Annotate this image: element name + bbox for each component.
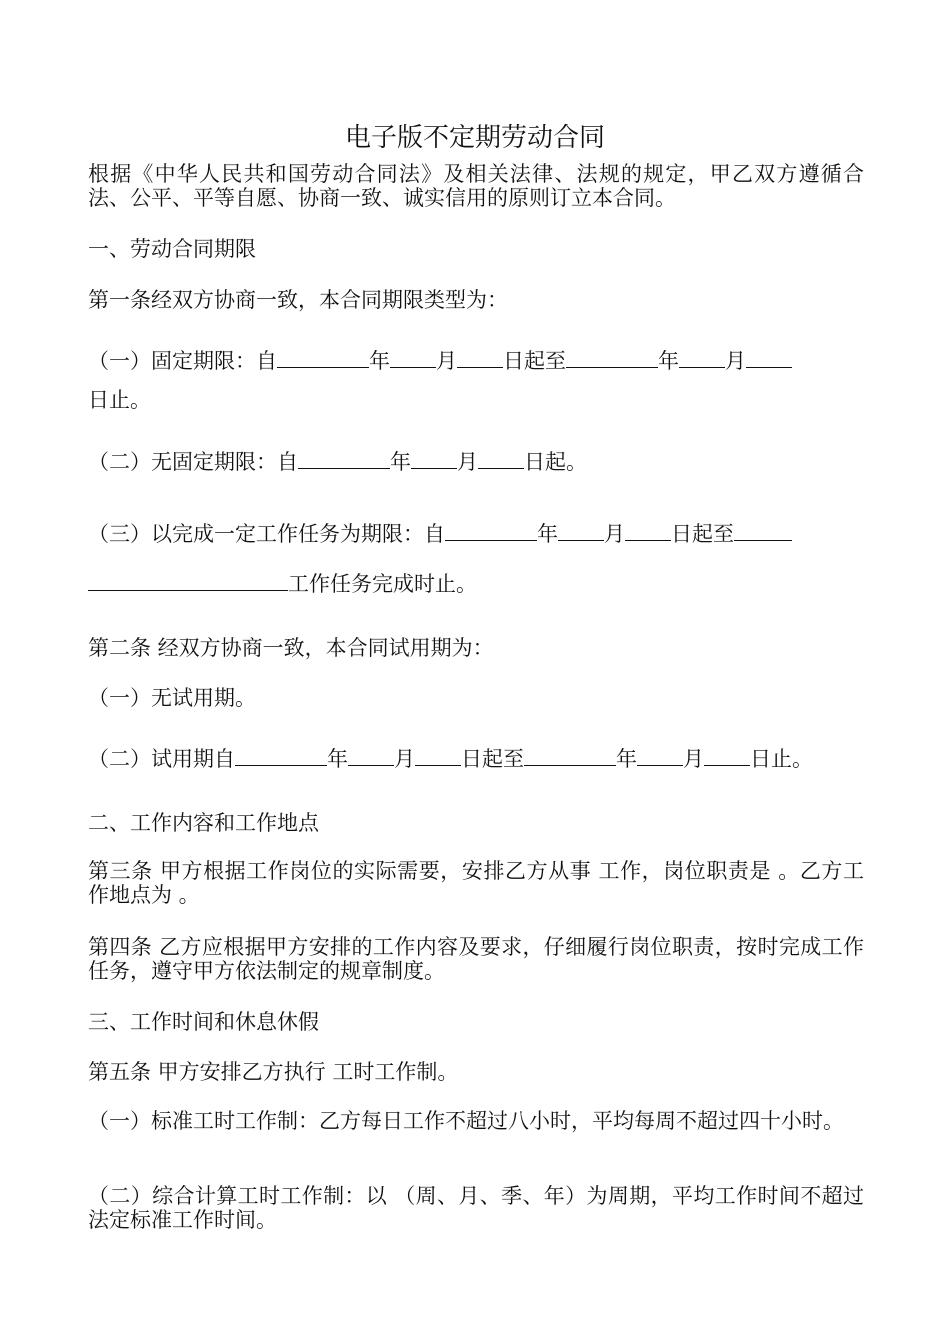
task-term-end: [88, 572, 864, 596]
blank-field[interactable]: [445, 522, 537, 541]
from-to-label: 日起至: [461, 747, 524, 771]
section-3-heading: 三、工作时间和休息休假: [88, 1010, 319, 1034]
year-label: 年: [616, 747, 637, 771]
month-label: 月: [436, 349, 457, 373]
fixed-term-label: （一）固定期限：自: [88, 349, 277, 373]
blank-field[interactable]: [746, 349, 792, 368]
task-term-label: （三）以完成一定工作任务为期限：自: [88, 522, 445, 546]
open-term-label: （二）无固定期限：自: [88, 450, 298, 474]
blank-field[interactable]: [411, 450, 457, 469]
blank-field[interactable]: [734, 522, 792, 541]
blank-field[interactable]: [298, 450, 390, 469]
blank-field[interactable]: [478, 450, 524, 469]
year-label: 年: [390, 450, 411, 474]
fixed-term-end: 日止。: [88, 388, 151, 412]
from-to-label: 日起至: [503, 349, 566, 373]
blank-field[interactable]: [558, 522, 604, 541]
day-label: 日起。: [524, 450, 587, 474]
blank-field[interactable]: [277, 349, 369, 368]
month-label: 月: [725, 349, 746, 373]
blank-field[interactable]: [679, 349, 725, 368]
article-3: 第三条 甲方根据工作岗位的实际需要，安排乙方从事 工作，岗位职责是 。乙方工作地点为 。: [88, 859, 864, 907]
intro-paragraph: 根据《中华人民共和国劳动合同法》及相关法律、法规的规定，甲乙双方遵循合法、公平、平等自愿、协商一致、诚实信用的原则订立本合同。: [88, 162, 864, 210]
month-label: 月: [394, 747, 415, 771]
blank-field[interactable]: [390, 349, 436, 368]
blank-field[interactable]: [704, 747, 750, 766]
blank-field[interactable]: [235, 747, 327, 766]
blank-field[interactable]: [348, 747, 394, 766]
article-2: 第二条 经双方协商一致，本合同试用期为：: [88, 636, 494, 660]
section-2-heading: 二、工作内容和工作地点: [88, 811, 319, 835]
probation-clause: [88, 747, 864, 771]
blank-field[interactable]: [415, 747, 461, 766]
from-to-label: 日起至: [671, 522, 734, 546]
blank-field[interactable]: [88, 572, 288, 591]
year-label: 年: [537, 522, 558, 546]
month-label: 月: [683, 747, 704, 771]
year-label: 年: [369, 349, 390, 373]
no-probation: （一）无试用期。: [88, 686, 256, 710]
blank-field[interactable]: [566, 349, 658, 368]
article-1: 第一条经双方协商一致，本合同期限类型为：: [88, 288, 508, 312]
month-label: 月: [604, 522, 625, 546]
year-label: 年: [327, 747, 348, 771]
document-title: 电子版不定期劳动合同: [344, 123, 605, 153]
article-4: 第四条 乙方应根据甲方安排的工作内容及要求，仔细履行岗位职责，按时完成工作任务，遵守甲方依法制定的规章制度。: [88, 935, 864, 983]
article-5: 第五条 甲方安排乙方执行 工时工作制。: [88, 1060, 459, 1084]
task-complete-label: 工作任务完成时止。: [288, 572, 477, 596]
probation-label: （二）试用期自: [88, 747, 235, 771]
month-label: 月: [457, 450, 478, 474]
standard-hours: （一）标准工时工作制：乙方每日工作不超过八小时，平均每周不超过四十小时。: [88, 1109, 844, 1133]
task-term-clause: [88, 522, 864, 546]
open-term-clause: [88, 450, 864, 474]
blank-field[interactable]: [637, 747, 683, 766]
fixed-term-clause: [88, 349, 864, 373]
blank-field[interactable]: [625, 522, 671, 541]
blank-field[interactable]: [457, 349, 503, 368]
comprehensive-hours: （二）综合计算工时工作制：以 （周、月、季、年）为周期，平均工作时间不超过法定标准工作时间。: [88, 1184, 864, 1232]
blank-field[interactable]: [524, 747, 616, 766]
day-label: 日止。: [750, 747, 813, 771]
section-1-heading: 一、劳动合同期限: [88, 237, 256, 261]
year-label: 年: [658, 349, 679, 373]
